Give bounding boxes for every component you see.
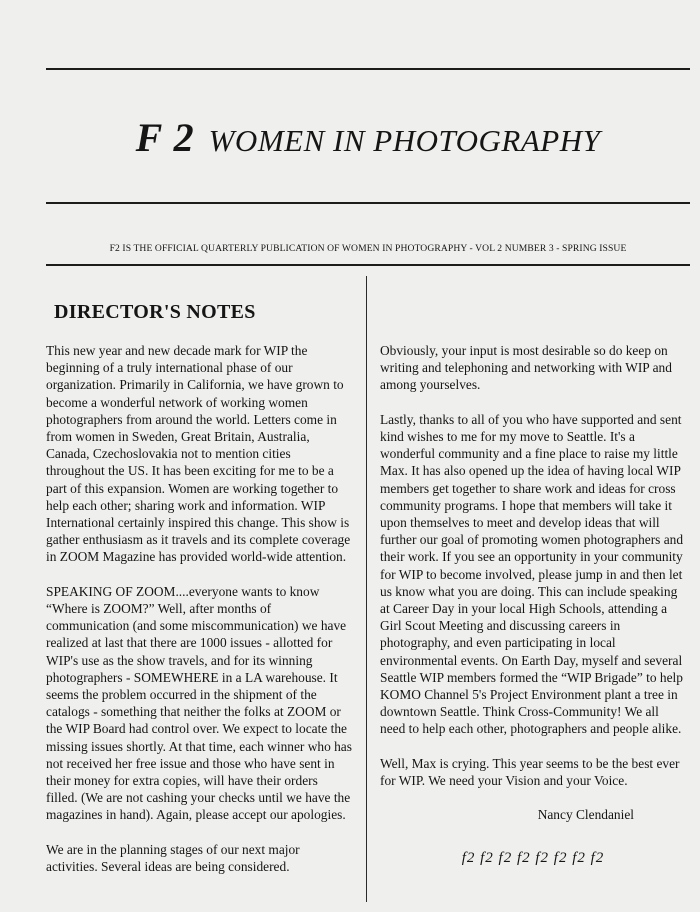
signature: Nancy Clendaniel bbox=[537, 807, 634, 823]
subline-rule bbox=[46, 264, 690, 266]
paragraph: SPEAKING OF ZOOM....everyone wants to know “Where is ZOOM?” Well, after months of communication (and some miscommunication) we have realized at last that there are 1000 issues - allotted for WIP's use as the show travels, and for its winning photographers - SOMEWHERE in a LA warehouse. It seems the problem occurred in the shipment of the catalogs - something that neither the folks at ZOOM or the WIP Board had control over. We expect to locate the missing issues shortly. At that time, each winner who has not received her free issue and those who have sent in their money for extra copies, will have their orders filled. (We are not cashing your checks until we have the magazines in hand). Again, please accept our apologies. bbox=[46, 583, 352, 823]
paragraph: This new year and new decade mark for WIP the beginning of a truly international phase of our organization. Primarily in California, we have grown to become a wonderful network of working women photographers from around the world. Letters come in from women in Sweden, Great Britain, Australia, Canada, Czechoslovakia not to mention cities throughout the US. It has been exciting for me to be a part of this expansion. Women are working together to help each other; sharing work and information. WIP International certainly inspired this change. This show is gather enthusiasm as it travels and its complete coverage in ZOOM Magazine has provided world-wide attention. bbox=[46, 343, 351, 565]
masthead-logo: F 2 bbox=[135, 115, 195, 160]
left-column bbox=[46, 342, 352, 892]
paragraph: We are in the planning stages of our next major activities. Several ideas are being considered. bbox=[46, 841, 300, 875]
ornament-f2-row: f2 f2 f2 f2 f2 f2 f2 f2 bbox=[461, 849, 605, 866]
publication-subline: F2 IS THE OFFICIAL QUARTERLY PUBLICATION OF WOMEN IN PHOTOGRAPHY - VOL 2 NUMBER 3 - SPRING ISSUE bbox=[109, 243, 627, 254]
facing-page-bleed-through bbox=[0, 0, 700, 62]
right-column bbox=[380, 342, 686, 867]
paragraph: Lastly, thanks to all of you who have supported and sent kind wishes to me for my move to Seattle. It's a wonderful community and a fine place to raise my little Max. It has also opened up the idea of having local WIP members get together to share work and ideas for cross community programs. I hope that members will take it upon themselves to meet and develop ideas that will further our goal of promoting women photographers and their work. If you see an opportunity in your community for WIP to become involved, please jump in and then let us know what you are doing. This can include speaking at Career Day in your local High Schools, attending a Girl Scout Meeting and discussing careers in photography, and even participating in local environmental events. On Earth Day, myself and several Seattle WIP members formed the “WIP Brigade” to help KOMO Channel 5's Project Environment plant a tree in downtown Seattle. Think Cross-Community! We all need to help each other, photographers and people alike. bbox=[380, 411, 684, 737]
top-rule bbox=[46, 68, 690, 70]
paragraph: Obviously, your input is most desirable so do keep on writing and telephoning and networking with WIP and among yourselves. bbox=[380, 343, 672, 393]
column-divider bbox=[366, 276, 367, 902]
paragraph: Well, Max is crying. This year seems to be the best ever for WIP. We need your Vision and your Voice. bbox=[380, 755, 680, 789]
masthead-title: WOMEN IN PHOTOGRAPHY bbox=[208, 123, 601, 158]
masthead bbox=[46, 114, 690, 170]
masthead-bottom-rule bbox=[46, 202, 690, 204]
article-heading: DIRECTOR'S NOTES bbox=[54, 301, 256, 323]
